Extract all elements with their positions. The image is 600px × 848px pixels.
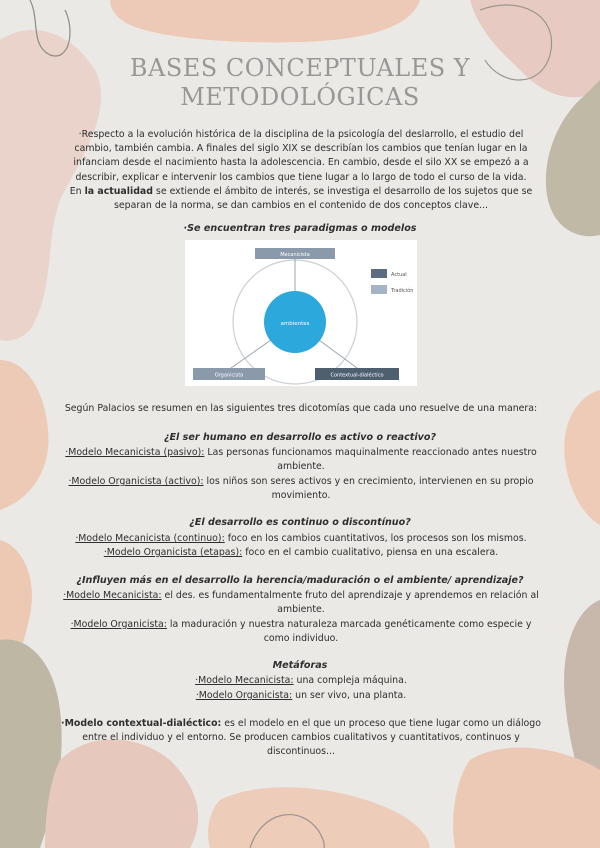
q3-answer-2-text: la maduración y nuestra naturaleza marcada genéticamente como especie y [166, 619, 532, 630]
summary-line: Según Palacios se resumen en las siguientes tres dicotomías que cada uno resuelve de una manera: [64, 403, 538, 414]
q1-answer-2 [56, 475, 546, 503]
intro-text-2-bold: la actualidad [84, 185, 153, 197]
contextual-label: ·Modelo contextual-dialéctico: [61, 718, 222, 729]
q3-answer-1 [56, 589, 546, 617]
question-1: ¿El ser humano en desarrollo es activo o reactivo? [163, 432, 437, 443]
diagram-center-label: ambientes [280, 321, 310, 327]
contextual-paragraph [56, 717, 546, 760]
q2-answer-2 [56, 546, 546, 560]
metaphor-1-text: una compleja máquina. [293, 675, 407, 686]
q3-answer-1-label: ·Modelo Mecanicista: [63, 590, 162, 601]
q3-answer-1-cont: ambiente. [277, 604, 325, 616]
q1-answer-2-cont: movimiento. [271, 490, 331, 502]
q1-answer-2-label: ·Modelo Organicista (activo): [68, 476, 204, 487]
q2-answer-2-text: foco en el cambio cualitativo, piensa en una escalera. [242, 547, 499, 558]
q3-answer-2-label: ·Modelo Organicista: [70, 619, 167, 630]
paradigms-diagram [185, 240, 417, 386]
intro-text-2-post: se extiende el ámbito de interés, se investiga el desarrollo de los sujetos que se separan de la norma, se dan cambios en el contenido de dos conceptos clave... [113, 185, 533, 212]
q2-answer-2-label: ·Modelo Organicista (etapas): [103, 547, 243, 558]
q1-answer-1-cont: ambiente. [277, 461, 325, 473]
intro-text-1: ·Respecto a la evolución histórica de la disciplina de la psicología del deslarrollo, el estudio del cambio, también cambia. A finales del siglo XIX se describían los cambios que tenían lugar en la infanciam desde el nacimiento hasta la adolescencia. En cambio, desde el silo XX se empezó a a describir, explicar e intervenir los cambios que tiene lugar a lo largo de todo el curso de la vida. [73, 129, 529, 183]
metaphor-2 [56, 689, 546, 703]
metaphor-2-label: ·Modelo Organicista: [195, 690, 293, 701]
legend-label-tradicion: Tradición [391, 288, 414, 294]
q1-answer-1-label: ·Modelo Mecanicista (pasivo): [65, 447, 205, 458]
q2-answer-1-text: foco en los cambios cuantitativos, los procesos son los mismos. [224, 533, 527, 544]
diagram-bottom-right-label: Contextual-dialéctico [330, 372, 384, 379]
legend-swatch-actual [371, 269, 387, 278]
q1-answer-1-text: Las personas funcionamos maquinalmente reaccionado antes nuestro [204, 447, 537, 458]
legend-label-actual: Actual [391, 272, 407, 278]
q3-answer-1-text: el des. es fundamentalmente fruto del aprendizaje y aprendemos en relación al [161, 590, 539, 601]
contextual-text: es el modelo en el que un proceso que tiene lugar como un diálogo [221, 718, 541, 729]
paradigms-heading: ·Se encuentran tres paradigmas o modelos [183, 223, 417, 234]
q3-answer-2-cont: como individuo. [263, 633, 339, 645]
contextual-cont-2: discontinuos... [267, 746, 335, 758]
page-title [0, 54, 600, 112]
question-3: ¿Influyen más en el desarrollo la herencia/maduración o el ambiente/ aprendizaje? [76, 575, 524, 586]
q1-answer-2-text: los niños son seres activos y en crecimiento, intervienen en su propio [203, 476, 534, 487]
legend-swatch-tradicion [371, 285, 387, 294]
diagram-top-label: Mecanicista [280, 252, 310, 258]
diagram-bottom-left-label: Organicista [214, 372, 244, 379]
intro-paragraph [60, 128, 542, 213]
title-line-1: BASES CONCEPTUALES Y [129, 54, 471, 82]
q2-answer-1 [56, 532, 546, 546]
contextual-cont-1: entre el individuo y el entorno. Se producen cambios cualitativos y cuantitativos, continuos y [82, 732, 520, 744]
q2-answer-1-label: ·Modelo Mecanicista (continuo): [75, 533, 225, 544]
metaphor-1-label: ·Modelo Mecanicista: [195, 675, 294, 686]
question-2: ¿El desarrollo es continuo o discontínuo? [189, 517, 411, 528]
intro-text-2-pre: En [69, 185, 85, 197]
metaphors-heading: Metáforas [272, 660, 328, 671]
paradigms-diagram-svg [185, 240, 417, 386]
metaphor-1 [56, 674, 546, 688]
diagram-spoke-right [319, 340, 357, 368]
q1-answer-1 [56, 446, 546, 474]
title-line-2: METODOLÓGICAS [180, 83, 420, 111]
q3-answer-2 [56, 618, 546, 646]
metaphor-2-text: un ser vivo, una planta. [292, 690, 407, 701]
